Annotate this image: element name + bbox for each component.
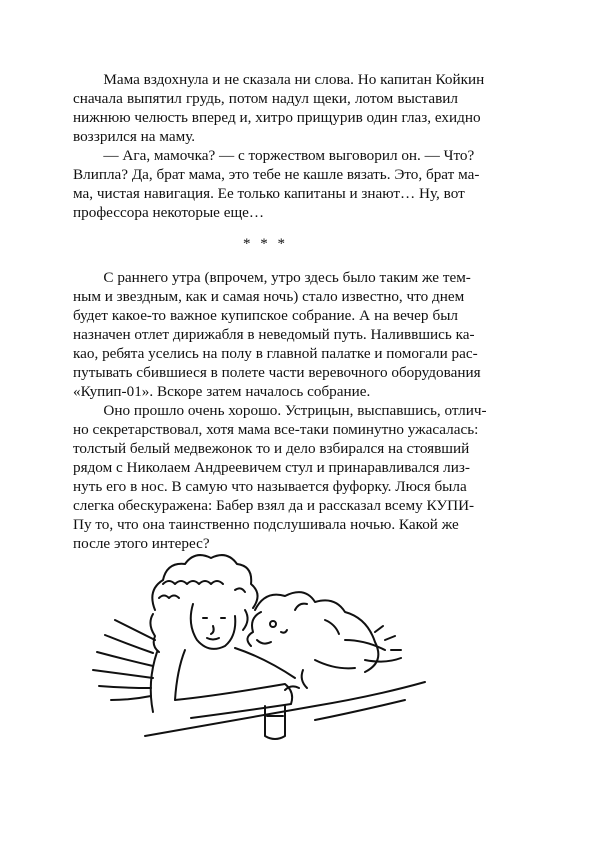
text-line: Пу то, что она таинственно подслушивала ночью. Какой же <box>73 516 459 533</box>
text-line: воззрился на маму. <box>73 128 196 145</box>
child-and-bear-illustration <box>85 540 445 750</box>
paragraph-3 <box>73 268 481 401</box>
text-line: после этого интерес? <box>73 535 210 552</box>
text-line: путывать сбившиеся в полете части веревочного оборудования <box>73 364 481 381</box>
text-line: «Купип-01». Вскоре затем началось собрание. <box>73 383 371 400</box>
text-line: — Ага, мамочка? — с торжеством выговорил он. — Что? <box>103 147 475 164</box>
child-hair <box>150 555 257 652</box>
wing-strokes <box>93 620 155 700</box>
child-body <box>151 648 299 718</box>
text-line: профессора некоторые еще… <box>73 204 265 221</box>
paragraph-2 <box>73 146 480 222</box>
text-line: ма, чистая навигация. Ее только капитаны и знают… Ну, вот <box>73 185 465 202</box>
paragraph-1 <box>73 70 485 146</box>
text-line: будет какое-то важное купипское собрание. А на вечер был <box>73 307 458 324</box>
text-line: ным и звездным, как и самая ночь) стало известно, что днем <box>73 288 465 305</box>
text-line: нижнюю челюсть вперед и, хитро прищурив один глаз, ехидно <box>73 109 481 126</box>
text-line: но секретарствовал, хотя мама все-таки поминутно ужасалась: <box>73 421 479 438</box>
text-line: назначен отлет дирижабля в неведомый путь. Наливвшись ка- <box>73 326 475 343</box>
text-line: Мама вздохнула и не сказала ни слова. Но капитан Койкин <box>103 71 485 88</box>
text-line: Влипла? Да, брат мама, это тебе не кашле вязать. Это, брат ма- <box>73 166 480 183</box>
text-line: рядом с Николаем Андреевичем стул и принаравливался лиз- <box>73 459 470 476</box>
text-line: Оно прошло очень хорошо. Устрицын, выспавшись, отлич- <box>103 402 487 419</box>
text-line: слегка обескуражена: Бабер взял да и рассказал всему КУПИ- <box>73 497 475 514</box>
text-line: С раннего утра (впрочем, утро здесь было таким же тем- <box>103 269 471 286</box>
text-block-bottom <box>73 268 487 553</box>
text-line: као, ребята уселись на полу в главной палатке и помогали рас- <box>73 345 478 362</box>
child-face <box>191 604 236 649</box>
text-line: нуть его в нос. В самую что называется фуфорку. Люся была <box>73 478 467 495</box>
text-line: толстый белый медвежонок то и дело взбирался на стоявший <box>73 440 470 457</box>
bear-cub <box>247 592 401 688</box>
section-separator: * * * <box>243 236 288 252</box>
text-line: сначала выпятил грудь, потом надул щеки, лотом выставил <box>73 90 458 107</box>
text-block-top <box>73 70 485 222</box>
paragraph-4 <box>73 401 487 553</box>
